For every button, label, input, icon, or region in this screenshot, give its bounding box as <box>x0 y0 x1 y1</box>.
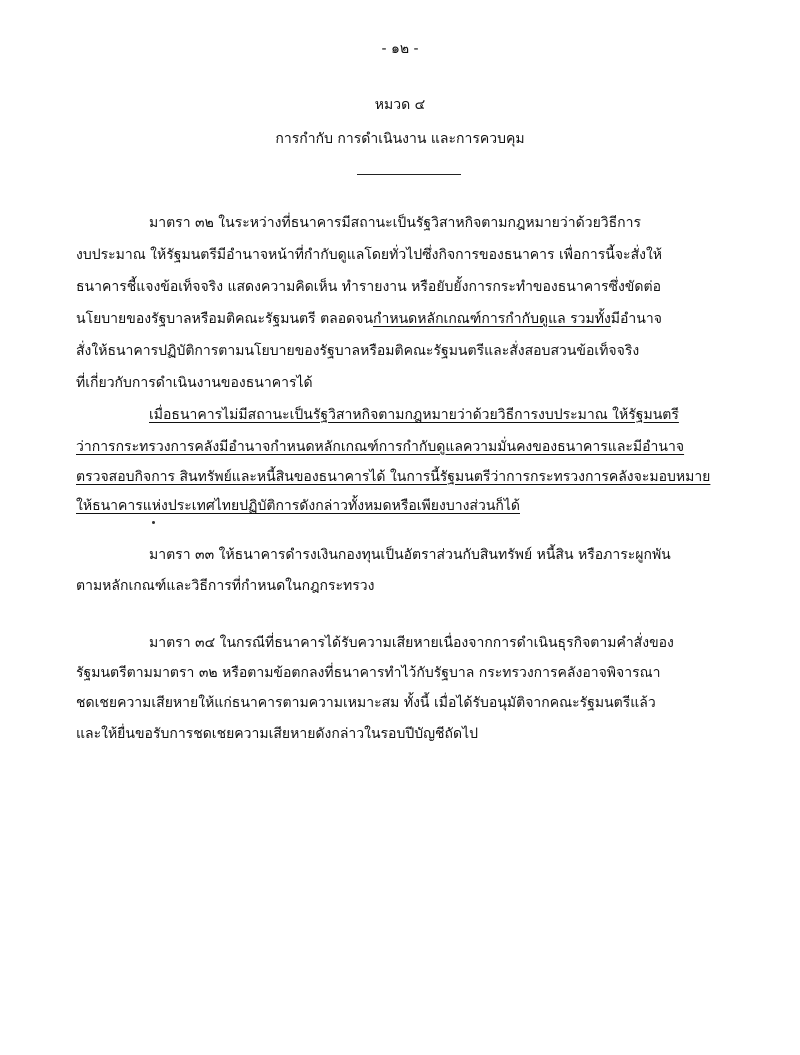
amended-line-4: ให้ธนาคารแห่งประเทศไทยปฏิบัติการดังกล่าวทั้งหมดหรือเพียงบางส่วนก็ได้ <box>76 498 520 514</box>
amended-line-2: ว่าการกระทรวงการคลังมีอำนาจกำหนดหลักเกณฑ์การกำกับดูแลความมั่นคงของธนาคารและมีอำนาจ <box>76 439 685 455</box>
chapter-heading: หมวด ๔ <box>374 97 426 113</box>
section-34-line-2: รัฐมนตรีตามมาตรา ๓๒ หรือตามข้อตกลงที่ธนาคารทำไว้กับรัฐบาล กระทรวงการคลังอาจพิจารณา <box>76 665 661 681</box>
section-33-line-1: มาตรา ๓๓ ให้ธนาคารดำรงเงินกองทุนเป็นอัตราส่วนกับสินทรัพย์ หนี้สิน หรือภาระผูกพัน <box>149 547 671 563</box>
stray-mark <box>152 521 155 524</box>
section-32-line-5: สั่งให้ธนาคารปฏิบัติการตามนโยบายของรัฐบาลหรือมติคณะรัฐมนตรีและสั่งสอบสวนข้อเท็จจริง <box>76 343 640 359</box>
section-34-line-1: มาตรา ๓๔ ในกรณีที่ธนาคารได้รับความเสียหายเนื่องจากการดำเนินธุรกิจตามคำสั่งของ <box>149 635 674 651</box>
amended-line-1: เมื่อธนาคารไม่มีสถานะเป็นรัฐวิสาหกิจตามกฎหมายว่าด้วยวิธีการงบประมาณ ให้รัฐมนตรี <box>149 407 679 423</box>
section-33-line-2: ตามหลักเกณฑ์และวิธีการที่กำหนดในกฎกระทรวง <box>76 578 375 594</box>
section-32-line-4-start: นโยบายของรัฐบาลหรือมติคณะรัฐมนตรี ตลอดจน <box>76 311 374 327</box>
section-32-line-1: มาตรา ๓๒ ในระหว่างที่ธนาคารมีสถานะเป็นรัฐวิสาหกิจตามกฎหมายว่าด้วยวิธีการ <box>149 215 642 231</box>
section-32-line-6: ที่เกี่ยวกับการดำเนินงานของธนาคารได้ <box>76 375 313 391</box>
chapter-title: การกำกับ การดำเนินงาน และการควบคุม <box>275 131 525 147</box>
section-34-line-3: ชดเชยความเสียหายให้แก่ธนาคารตามความเหมาะสม ทั้งนี้ เมื่อได้รับอนุมัติจากคณะรัฐมนตรีแล้ว <box>76 695 656 711</box>
amended-line-3: ตรวจสอบกิจการ สินทรัพย์และหนี้สินของธนาคารได้ ในการนี้รัฐมนตรีว่าการกระทรวงการคลังจะมอบหมาย <box>76 469 711 485</box>
section-32-line-4 <box>76 309 662 329</box>
page-number: - ๑๒ - <box>381 41 419 57</box>
section-32-line-2: งบประมาณ ให้รัฐมนตรีมีอำนาจหน้าที่กำกับดูแลโดยทั่วไปซึ่งกิจการของธนาคาร เพื่อการนี้จะสั่งให้ <box>76 247 663 263</box>
section-32-line-3: ธนาคารชี้แจงข้อเท็จจริง แสดงความคิดเห็น ทำรายงาน หรือยับยั้งการกระทำของธนาคารซึ่งขัดต่อ <box>76 279 661 295</box>
title-divider <box>357 174 461 175</box>
section-34-line-4: และให้ยื่นขอรับการชดเชยความเสียหายดังกล่าวในรอบปีบัญชีถัดไป <box>76 726 479 742</box>
section-32-line-4-underlined: กำหนดหลักเกณฑ์การกำกับดูแล รวมทั้ง <box>373 311 611 327</box>
section-32-line-4-end: มีอำนาจ <box>610 311 662 327</box>
